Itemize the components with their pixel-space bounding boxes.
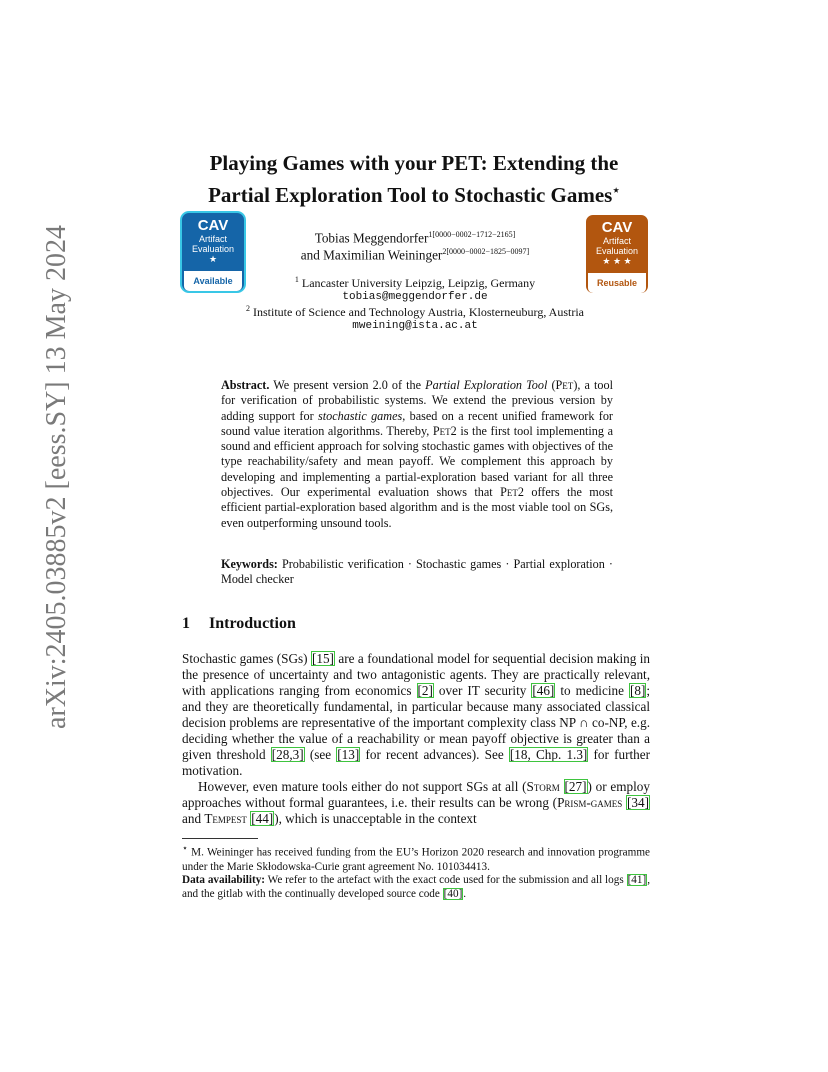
tool-name: Tempest xyxy=(204,811,247,826)
body-text: for recent advances). See xyxy=(360,747,509,762)
artifact-badge-reusable[interactable] xyxy=(586,215,648,293)
body-text xyxy=(560,779,564,794)
footnote-divider xyxy=(182,838,258,839)
body-text: (see xyxy=(304,747,337,762)
keywords xyxy=(221,557,613,588)
body-text: However, even mature tools either do not support SGs at all ( xyxy=(198,779,527,794)
citation-link[interactable]: [41] xyxy=(627,874,647,887)
affiliation-2-text: Institute of Science and Technology Austria, Klosterneuburg, Austria xyxy=(253,305,584,319)
citation-link[interactable]: [44] xyxy=(251,811,274,826)
author-2-orcid[interactable]: 2[0000−0002−1825−0097] xyxy=(442,247,530,256)
title-line-1: Playing Games with your PET: Extending the xyxy=(209,151,619,175)
citation-link[interactable]: [40] xyxy=(443,888,463,901)
author-line-1 xyxy=(250,230,580,246)
badge-evaluation-label: Evaluation xyxy=(191,244,235,254)
author-1-orcid[interactable]: 1[0000−0002−1712−2165] xyxy=(428,230,516,239)
email-1[interactable]: tobias@meggendorfer.de xyxy=(342,291,488,303)
artifact-badge-available[interactable] xyxy=(182,213,244,291)
footnote-text: M. Weininger has received funding from the EU’s Horizon 2020 research and innovation programme under the Marie Skłodowska-Curie grant agreement No. 101034413. xyxy=(182,846,650,873)
keywords-label: Keywords: xyxy=(221,557,278,571)
abstract-emph: stochastic games xyxy=(317,408,403,423)
star-icon: ★ xyxy=(208,254,218,264)
body-text: Stochastic games (SGs) xyxy=(182,651,311,666)
badge-artifact-label: Artifact xyxy=(198,234,227,244)
badge-cav-label: CAV xyxy=(197,217,229,234)
body-text: ), which is unacceptable in the context xyxy=(274,811,477,826)
citation-link[interactable]: [18, Chp. 1.3] xyxy=(509,747,588,762)
footnote-text: . xyxy=(463,888,467,901)
section-number: 1 xyxy=(182,615,190,632)
body-text: to medicine xyxy=(555,683,629,698)
email-2[interactable]: mweining@ista.ac.at xyxy=(352,320,478,332)
citation-link[interactable]: [8] xyxy=(629,683,646,698)
author-line-2 xyxy=(250,247,580,263)
citation-link[interactable]: [13] xyxy=(337,747,360,762)
badge-reusable-label: Reusable xyxy=(588,273,646,293)
badge-evaluation-label: Evaluation xyxy=(595,246,639,256)
author-1: Tobias Meggendorfer xyxy=(314,230,429,246)
abstract-text: ), a tool for verification of probabilistic systems. We extend the previous version by adding support for xyxy=(221,378,613,423)
footnote xyxy=(182,843,650,902)
tool-name: Prism-games xyxy=(557,795,623,810)
author-2: and Maximilian Weininger xyxy=(300,247,443,263)
body-text: for further motivation. xyxy=(182,747,650,778)
badge-cav-label: CAV xyxy=(601,219,633,236)
affiliation-1 xyxy=(250,275,580,291)
section-heading xyxy=(182,615,296,633)
citation-link[interactable]: [15] xyxy=(311,651,334,666)
abstract-emph: Partial Exploration Tool xyxy=(425,378,548,392)
abstract-text: , based on a recent unified framework for sound value iteration algorithms. Thereby, xyxy=(221,408,613,438)
body-text: and xyxy=(182,811,205,826)
data-availability-label: Data availability: xyxy=(182,874,266,887)
footnote-text: , and the gitlab with the continually developed source code xyxy=(182,874,650,901)
star-icon: ★ ★ ★ xyxy=(602,256,632,266)
citation-link[interactable]: [28,3] xyxy=(271,747,304,762)
paper-title xyxy=(140,150,688,209)
paragraph-2 xyxy=(182,779,650,827)
badge-artifact-label: Artifact xyxy=(602,236,631,246)
arxiv-stamp: arXiv:2405.03885v2 [eess.SY] 13 May 2024 xyxy=(41,225,72,729)
badge-available-label: Available xyxy=(184,271,242,291)
body-text: are a foundational model for sequential decision making in the presence of uncertainty and two antagonistic agents. They are practically relevant, with applications ranging from economics xyxy=(182,651,651,698)
affiliation-1-text: Lancaster University Leipzig, Leipzig, Germany xyxy=(301,276,536,290)
keywords-text: Probabilistic verification · Stochastic games · Partial exploration · Model checker xyxy=(221,557,613,587)
tool-name: Pet2 xyxy=(432,423,457,438)
abstract-text: We present version 2.0 of the xyxy=(269,378,426,392)
abstract-text: offers the most efficient partial-exploration based algorithm and is the most viable tool on SGs, even outperforming unsound tools. xyxy=(221,485,613,530)
tool-name: Pet2 xyxy=(500,485,524,500)
affiliation-1-number: 1 xyxy=(294,275,299,284)
affiliation-2 xyxy=(200,304,630,320)
abstract xyxy=(221,378,613,531)
body-text: ; and they are theoretically fundamental, in particular because many associated classical decision problems are representative of the important complexity class NP ∩ co-NP, e.g. deciding whether the value of a reachability or mean payoff objective is greater than a given threshold xyxy=(182,683,651,762)
citation-link[interactable]: [34] xyxy=(627,795,650,810)
body-text: ) or employ approaches without formal guarantees, i.e. their results can be wrong ( xyxy=(182,779,650,810)
abstract-text: is the first tool implementing a sound and efficient approach for solving stochastic games with objectives of the type reachability/safety and mean payoff. We complement this approach by developing and implementing a partial-exploration based variant for all three objectives. Our experimental evaluation shows that xyxy=(221,423,613,500)
paragraph-1 xyxy=(182,651,650,779)
citation-link[interactable]: [46] xyxy=(532,683,555,698)
affiliation-2-number: 2 xyxy=(246,304,250,313)
citation-link[interactable]: [2] xyxy=(417,683,433,698)
footnote-mark: ⋆ xyxy=(182,844,188,854)
abstract-text: ( xyxy=(547,378,556,392)
body-text: over IT security xyxy=(433,683,532,698)
section-title: Introduction xyxy=(209,615,296,632)
tool-name: Storm xyxy=(526,779,560,794)
citation-link[interactable]: [27] xyxy=(564,779,587,794)
abstract-label: Abstract. xyxy=(221,378,270,392)
title-line-2: Partial Exploration Tool to Stochastic Games xyxy=(208,183,613,207)
tool-name: Pet xyxy=(555,378,574,392)
footnote-text: We refer to the artefact with the exact code used for the submission and all logs xyxy=(265,874,627,887)
title-footnote-mark: ⋆ xyxy=(612,183,620,197)
